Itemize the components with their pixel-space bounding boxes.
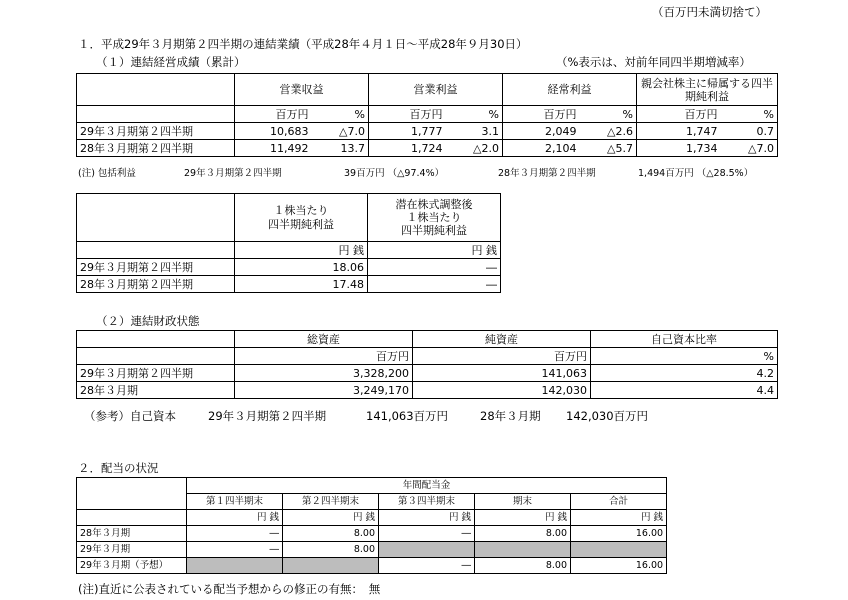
section-title: １．平成29年３月期第２四半期の連結業績（平成28年４月１日～平成28年９月30日）: [78, 37, 528, 51]
table-row: 29年３月期第２四半期 18.06 ―: [77, 259, 501, 276]
percentage-note: （%表示は、対前年同四半期増減率）: [556, 55, 751, 69]
unit-pct: %: [312, 106, 369, 123]
shaded-cell: [475, 542, 571, 558]
col-operating-revenue: 営業収益: [235, 74, 369, 106]
table-row: 28年３月期 3,249,170 142,030 4.4: [77, 382, 778, 399]
row-label: 29年３月期第２四半期: [77, 123, 235, 140]
col-annual-dividend: 年間配当金: [187, 478, 667, 494]
col-year-end: 期末: [475, 494, 571, 510]
col-ordinary-income: 経常利益: [503, 74, 637, 106]
col-operating-income: 営業利益: [369, 74, 503, 106]
col-total-assets: 総資産: [235, 331, 413, 348]
table-row: 29年３月期第２四半期 10,683 △7.0 1,777 3.1 2,049 △2.6 1,747 0.7: [77, 123, 778, 140]
row-label: 29年３月期（予想）: [77, 558, 187, 574]
unit-money: 百万円: [637, 106, 721, 123]
table-row: 28年３月期第２四半期 17.48 ―: [77, 276, 501, 293]
comprehensive-income-label: (注) 包括利益: [78, 168, 136, 179]
dividends-table: 年間配当金 第１四半期末 第２四半期末 第３四半期末 期末 合計 円 銭 円 銭 円 銭 円 銭 円 銭 28年３月期 ― 8.00 ― 8.00 16.00 29年３月期 ― 8.00 29年３月期（予想） ― 8.00 16.00: [76, 477, 667, 574]
row-label: 29年３月期第２四半期: [77, 365, 235, 382]
equity-ref-period-2: 28年３月期: [480, 409, 541, 423]
row-label: 28年３月期: [77, 526, 187, 542]
header-blank: [77, 74, 235, 106]
results-heading: （１）連結経営成績（累計）: [96, 55, 246, 69]
unit-money: 百万円: [369, 106, 446, 123]
col-equity-ratio: 自己資本比率: [591, 331, 778, 348]
row-label: 29年３月期第２四半期: [77, 259, 235, 276]
shaded-cell: [187, 558, 283, 574]
comprehensive-income-period-2: 28年３月期第２四半期: [498, 168, 596, 179]
table-row: 29年３月期第２四半期 3,328,200 141,063 4.2: [77, 365, 778, 382]
shaded-cell: [571, 542, 667, 558]
unit-pct: %: [580, 106, 637, 123]
row-label: 28年３月期: [77, 382, 235, 399]
shaded-cell: [379, 542, 475, 558]
row-label: 28年３月期第２四半期: [77, 140, 235, 157]
financial-position-table: 総資産 純資産 自己資本比率 百万円 百万円 % 29年３月期第２四半期 3,328,200 141,063 4.2 28年３月期 3,249,170 142,030 4.4: [76, 330, 778, 399]
table-row: 29年３月期（予想） ― 8.00 16.00: [77, 558, 667, 574]
operating-results-table: [76, 73, 778, 157]
col-total: 合計: [571, 494, 667, 510]
unit-yen: 円 銭: [235, 242, 368, 259]
col-net-assets: 純資産: [413, 331, 591, 348]
equity-ref-label: （参考）自己資本: [84, 409, 176, 423]
table-row: 29年３月期 ― 8.00: [77, 542, 667, 558]
unit-pct: %: [446, 106, 503, 123]
equity-ref-value-1: 141,063百万円: [366, 409, 449, 423]
unit-pct: %: [721, 106, 778, 123]
col-q3-end: 第３四半期末: [379, 494, 475, 510]
row-label: 28年３月期第２四半期: [77, 276, 235, 293]
per-share-table: [76, 193, 501, 293]
equity-ref-value-2: 142,030百万円: [566, 409, 649, 423]
col-net-income: 親会社株主に帰属する四半期純利益: [637, 74, 778, 106]
unit-money: 百万円: [235, 106, 312, 123]
comprehensive-income-period-1: 29年３月期第２四半期: [184, 168, 282, 179]
col-eps: １株当たり 四半期純利益: [235, 194, 368, 242]
row-label: 29年３月期: [77, 542, 187, 558]
equity-ref-period-1: 29年３月期第２四半期: [208, 409, 327, 423]
comprehensive-income-value-2: 1,494百万円 （△28.5%）: [638, 168, 754, 179]
unit-yen: 円 銭: [368, 242, 501, 259]
table-row: 28年３月期 ― 8.00 ― 8.00 16.00: [77, 526, 667, 542]
col-diluted-eps: 潜在株式調整後 １株当たり 四半期純利益: [368, 194, 501, 242]
col-q2-end: 第２四半期末: [283, 494, 379, 510]
table-row: 28年３月期第２四半期 11,492 13.7 1,724 △2.0 2,104 △5.7 1,734 △7.0: [77, 140, 778, 157]
col-q1-end: 第１四半期末: [187, 494, 283, 510]
unit-note: （百万円未満切捨て）: [652, 5, 767, 19]
comprehensive-income-value-1: 39百万円 （△97.4%）: [344, 168, 445, 179]
dividends-heading: ２．配当の状況: [78, 461, 159, 475]
unit-money: 百万円: [503, 106, 580, 123]
financial-position-heading: （２）連結財政状態: [96, 314, 200, 328]
dividend-revision-note: (注)直近に公表されている配当予想からの修正の有無： 無: [78, 582, 381, 596]
shaded-cell: [283, 558, 379, 574]
